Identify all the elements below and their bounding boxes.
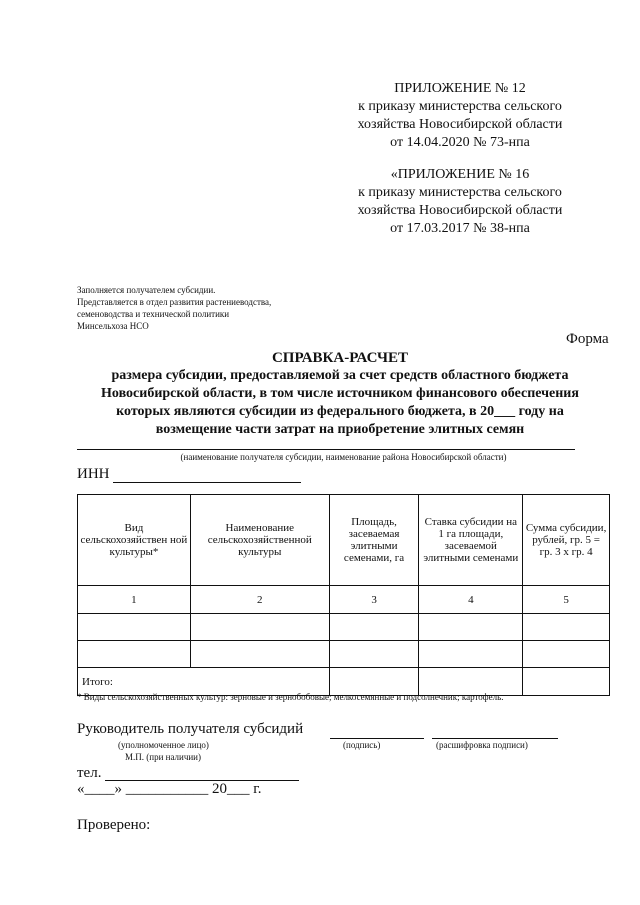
phone-label: тел. <box>77 765 102 781</box>
table-cell[interactable] <box>419 641 523 668</box>
table-cell[interactable] <box>190 641 329 668</box>
checked-label: Проверено: <box>77 817 151 833</box>
header-crop-type: Вид сельскохозяйствен ной культуры* <box>78 495 191 586</box>
table-cell[interactable] <box>329 614 419 641</box>
table-row <box>78 641 610 668</box>
authorized-caption: (уполномоченное лицо) <box>118 740 209 750</box>
table-cell[interactable] <box>523 641 610 668</box>
column-number: 1 <box>78 586 191 614</box>
total-label: Итого: <box>78 668 330 696</box>
header-sum: Сумма субсидии, рублей, гр. 5 = гр. 3 х гр. 4 <box>523 495 610 586</box>
table-number-row <box>78 586 610 614</box>
table-cell[interactable] <box>78 641 191 668</box>
signature-decode-line[interactable] <box>432 737 558 739</box>
appendix-16-line: к приказу министерства сельского <box>358 185 562 200</box>
appendix-12-date: от 14.04.2020 № 73-нпа <box>390 135 530 150</box>
note-line: Представляется в отдел развития растениеводства, <box>77 297 272 307</box>
signature-line[interactable] <box>330 737 424 739</box>
recipient-caption: (наименование получателя субсидии, наименование района Новосибирской области) <box>180 452 507 462</box>
appendix-12-line: к приказу министерства сельского <box>358 99 562 114</box>
recipient-name-line[interactable] <box>77 448 575 450</box>
decode-caption: (расшифровка подписи) <box>436 740 528 750</box>
note-line: Минсельхоза НСО <box>77 321 149 331</box>
date-line[interactable]: «____» ___________ 20___ г. <box>77 781 262 797</box>
inn-field[interactable] <box>113 481 301 483</box>
column-number: 4 <box>419 586 523 614</box>
appendix-16-block <box>350 166 570 238</box>
table-cell[interactable] <box>190 614 329 641</box>
column-number: 2 <box>190 586 329 614</box>
title-line: которых являются субсидии из федерального бюджета, в 20___ году на <box>116 404 564 419</box>
footnote: * Виды сельскохозяйственных культур: зерновые и зернобобовые; мелкосемянные и подсолнечник; картофель. <box>77 692 504 702</box>
table-cell[interactable] <box>78 614 191 641</box>
stamp-caption: М.П. (при наличии) <box>125 752 201 762</box>
document-title <box>70 349 610 439</box>
table-header-row <box>78 495 610 586</box>
title-line: возмещение части затрат на приобретение элитных семян <box>155 422 525 437</box>
header-crop-name: Наименование сельскохозяйственной культуры <box>190 495 329 586</box>
header-rate: Ставка субсидии на 1 га площади, засеваемой элитными семенами <box>419 495 523 586</box>
table-cell[interactable] <box>523 614 610 641</box>
note-line: семеноводства и технической политики <box>77 309 230 319</box>
sign-caption: (подпись) <box>343 740 381 750</box>
appendix-12-title: ПРИЛОЖЕНИЕ № 12 <box>394 81 526 96</box>
column-number: 5 <box>523 586 610 614</box>
form-label: Форма <box>566 331 609 347</box>
table-cell[interactable] <box>419 614 523 641</box>
title-main: СПРАВКА-РАСЧЕТ <box>271 350 409 366</box>
inn-label: ИНН <box>77 466 110 482</box>
title-line: Новосибирской области, в том числе источником финансового обеспечения <box>101 386 579 401</box>
note-line: Заполняется получателем субсидии. <box>77 285 216 295</box>
subsidy-table <box>77 494 610 696</box>
appendix-16-line: хозяйства Новосибирской области <box>357 203 563 218</box>
appendix-12-line: хозяйства Новосибирской области <box>357 117 563 132</box>
appendix-12-block <box>350 80 570 152</box>
submission-note <box>77 284 377 332</box>
appendix-16-date: от 17.03.2017 № 38-нпа <box>390 221 530 236</box>
table-cell[interactable] <box>329 641 419 668</box>
title-line: размера субсидии, предоставляемой за счет средств областного бюджета <box>111 368 569 383</box>
header-area: Площадь, засеваемая элитными семенами, га <box>329 495 419 586</box>
table-row <box>78 614 610 641</box>
appendix-16-title: «ПРИЛОЖЕНИЕ № 16 <box>390 167 530 182</box>
head-label: Руководитель получателя субсидий <box>77 721 304 737</box>
column-number: 3 <box>329 586 419 614</box>
